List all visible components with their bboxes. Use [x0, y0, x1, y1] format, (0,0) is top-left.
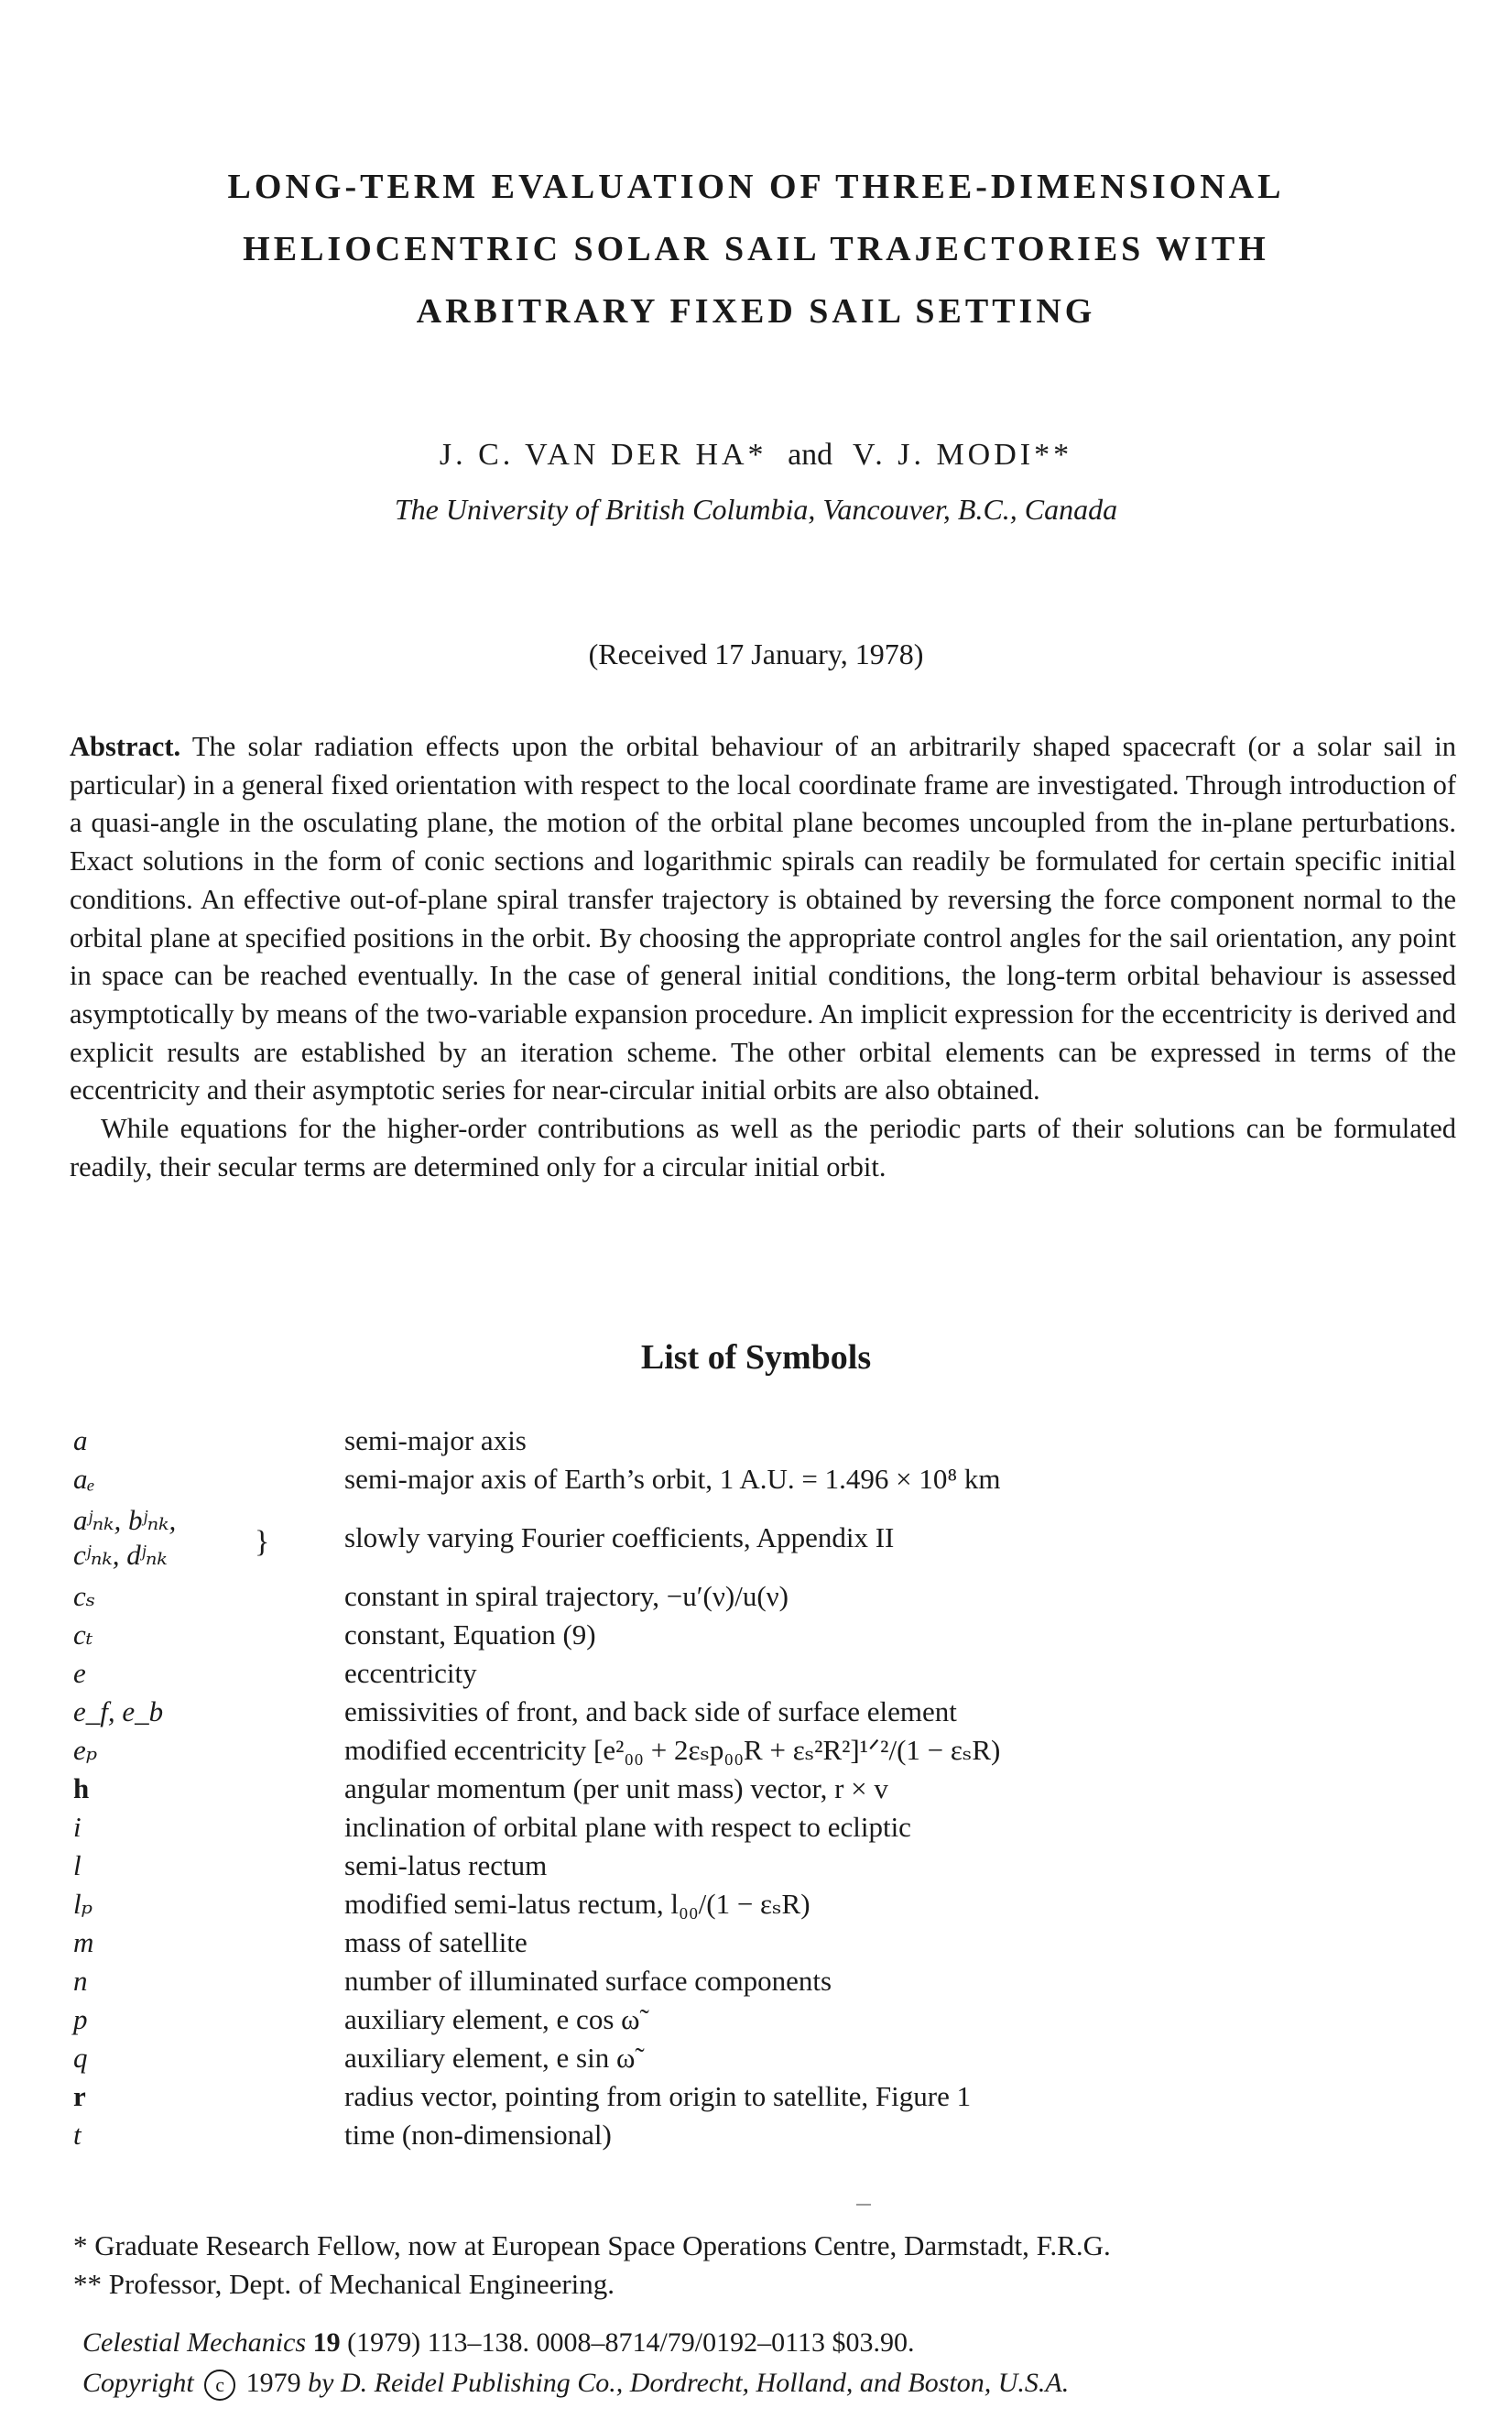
symbol-row: [73, 1962, 1447, 2000]
journal-volume: 19: [312, 2327, 341, 2358]
symbol-description: constant, Equation (9): [344, 1618, 596, 1651]
symbol-row: [73, 1731, 1447, 1770]
symbol: n: [73, 1965, 88, 1997]
symbol-row: [73, 2116, 1447, 2154]
author-list: [0, 438, 1512, 473]
publisher: by D. Reidel Publishing Co., Dordrecht, Holland, and Boston, U.S.A.: [308, 2368, 1070, 2398]
symbol-description: eccentricity: [344, 1657, 477, 1689]
symbol: p: [73, 2003, 88, 2035]
symbol: cₜ: [73, 1618, 93, 1651]
symbol-row: [73, 1616, 1447, 1654]
symbol-row: [73, 1923, 1447, 1962]
symbol-description: mass of satellite: [344, 1926, 528, 1958]
symbol: t: [73, 2119, 82, 2151]
abstract-text-1: The solar radiation effects upon the orbital behaviour of an arbitrarily shaped spacecraft (or a solar sail in particular) in a general fixed orientation with respect to the local coordinate frame are investigated. Through introduction of a quasi-angle in the osculating plane, the motion of the orbital plane becomes uncoupled from the in-plane perturbations. Exact solutions in the form of conic sections and logarithmic spirals can readily be formulated for certain specific initial conditions. An effective out-of-plane spiral transfer trajectory is obtained by reversing the force component normal to the orbital plane at specified positions in the orbit. By choosing the appropriate control angles for the sail orientation, any point in space can be reached eventually. In the case of general initial conditions, the long-term orbital behaviour is assessed asymptotically by means of the two-variable expansion procedure. An implicit expression for the eccentricity is derived and explicit results are established by an iteration scheme. The other orbital elements can be expressed in terms of the eccentricity and their asymptotic series for near-circular initial orbits are also obtained.: [70, 731, 1456, 1106]
author-conjunction: and: [788, 438, 833, 472]
footnotes: [73, 2227, 1111, 2304]
symbol: m: [73, 1926, 94, 1958]
copyright-year: 1979: [245, 2368, 301, 2398]
symbol-description: semi-latus rectum: [344, 1849, 548, 1881]
symbol-row: [73, 1422, 1447, 1460]
citation-block: [82, 2323, 1069, 2403]
symbol: i: [73, 1811, 82, 1843]
symbol-row: [73, 1808, 1447, 1847]
symbol-row: [73, 2077, 1447, 2116]
symbol-row: [73, 1498, 1447, 1577]
footnote-1: * Graduate Research Fellow, now at European Space Operations Centre, Darmstadt, F.R.G.: [73, 2229, 1111, 2261]
symbol-description: slowly varying Fourier coefficients, Appendix II: [344, 1521, 895, 1553]
symbol: e: [73, 1657, 86, 1689]
journal-name: Celestial Mechanics: [82, 2327, 307, 2358]
symbol-description: modified semi-latus rectum, l₀₀/(1 − εₛR): [344, 1888, 810, 1920]
symbol: eₚ: [73, 1734, 98, 1766]
paper-title: [0, 156, 1512, 343]
symbol-line-1: aʲₙₖ, bʲₙₖ,: [73, 1504, 177, 1536]
symbol-row: [73, 2039, 1447, 2077]
symbol: q: [73, 2042, 88, 2074]
symbol-description: semi-major axis: [344, 1424, 527, 1456]
symbol-row: [73, 1460, 1447, 1498]
author-2: V. J. MODI**: [853, 438, 1073, 472]
symbol-row: [73, 1770, 1447, 1808]
symbol-description: number of illuminated surface components: [344, 1965, 832, 1997]
symbol: h: [73, 1772, 90, 1804]
symbol-description: time (non-dimensional): [344, 2119, 612, 2151]
symbol: e_f, e_b: [73, 1695, 164, 1727]
citation-line-1: [82, 2323, 1069, 2363]
affiliation: The University of British Columbia, Vancouver, B.C., Canada: [394, 493, 1118, 526]
symbol: a: [73, 1424, 88, 1456]
symbol: lₚ: [73, 1888, 93, 1920]
copyright-word: Copyright: [82, 2368, 194, 2398]
symbol: l: [73, 1849, 82, 1881]
symbol-description: auxiliary element, e sin ω̃: [344, 2042, 636, 2074]
symbols-heading: List of Symbols: [640, 1338, 872, 1377]
symbols-list: [73, 1422, 1447, 2154]
symbol: cₛ: [73, 1580, 96, 1612]
symbol-line-2: cʲₙₖ, dʲₙₖ: [73, 1539, 168, 1571]
symbol-description: emissivities of front, and back side of surface element: [344, 1695, 957, 1727]
symbol-description: radius vector, pointing from origin to satellite, Figure 1: [344, 2080, 972, 2112]
copyright-icon: c: [204, 2370, 235, 2401]
divider: [856, 2204, 871, 2206]
title-line-3: ARBITRARY FIXED SAIL SETTING: [416, 292, 1096, 331]
symbol-row: [73, 1654, 1447, 1693]
symbol-description: inclination of orbital plane with respect to ecliptic: [344, 1811, 911, 1843]
abstract-label: Abstract.: [70, 731, 181, 762]
abstract-paragraph-1: [70, 728, 1456, 1110]
title-line-2: HELIOCENTRIC SOLAR SAIL TRAJECTORIES WITH: [243, 230, 1269, 268]
symbol-description: modified eccentricity [e²₀₀ + 2εₛp₀₀R + εₛ²R²]¹ᐟ²/(1 − εₛR): [344, 1734, 1001, 1766]
symbol-row: [73, 1847, 1447, 1885]
footnote-2: ** Professor, Dept. of Mechanical Engineering.: [73, 2268, 615, 2300]
symbol-description: constant in spiral trajectory, −u′(ν)/u(ν): [344, 1580, 789, 1612]
symbol-description: semi-major axis of Earth’s orbit, 1 A.U. = 1.496 × 10⁸ km: [344, 1463, 1001, 1495]
citation-line-2: [82, 2363, 1069, 2403]
citation-details: (1979) 113–138. 0008–8714/79/0192–0113 $03.90.: [347, 2327, 915, 2358]
author-1: J. C. VAN DER HA*: [439, 438, 767, 472]
symbol-description: angular momentum (per unit mass) vector, r × v: [344, 1772, 888, 1804]
right-brace-icon: }: [255, 1525, 270, 1559]
symbol-row: [73, 1577, 1447, 1616]
symbol-row: [73, 1693, 1447, 1731]
symbol: r: [73, 2080, 86, 2112]
abstract-paragraph-2: While equations for the higher-order contributions as well as the periodic parts of their solutions can be formulated readily, their secular terms are determined only for a circular initial orbit.: [70, 1113, 1456, 1182]
symbol-row: [73, 2000, 1447, 2039]
title-line-1: LONG-TERM EVALUATION OF THREE-DIMENSIONAL: [227, 168, 1285, 206]
symbol: [73, 1503, 344, 1573]
symbol-description: auxiliary element, e cos ω̃: [344, 2003, 640, 2035]
abstract: [70, 728, 1456, 1186]
received-date: (Received 17 January, 1978): [588, 637, 924, 670]
symbol: aₑ: [73, 1463, 95, 1495]
symbol-row: [73, 1885, 1447, 1923]
